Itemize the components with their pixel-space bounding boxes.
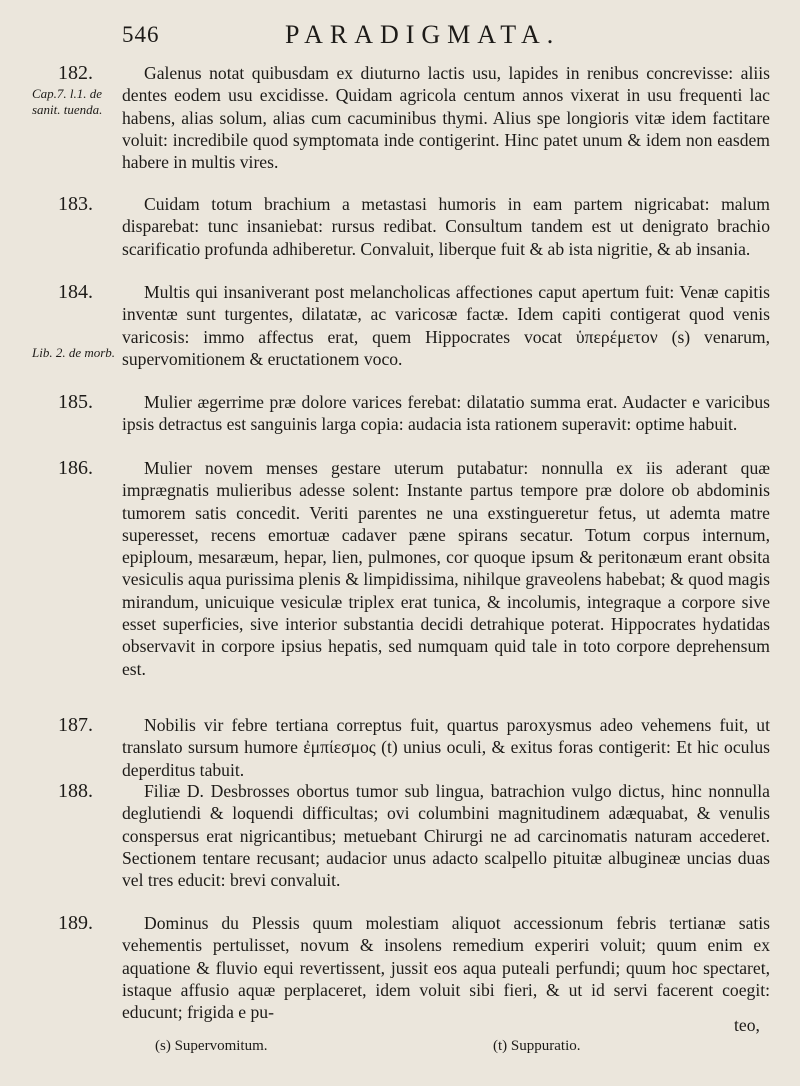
margin-note: Cap.7. l.1. de sanit. tuenda. (32, 86, 103, 117)
footnote-s: (s) Supervomitum. (155, 1038, 268, 1054)
entry-number: 184. (58, 281, 93, 303)
catchword: teo, (734, 1015, 760, 1035)
entry-number: 182. (58, 62, 93, 84)
entry-text: Mulier novem menses gestare uterum putabatur: nonnulla ex iis aderant quæ imprægnatis mulieribus adesse solent: Instante partus tempore præ dolore ob abdominis tumorem satis concedit. Veriti parentes ne una exstingueretur fetus, ut ademta matre superesset, recens emortuæ cadaver pæne spirans secatur. Totum corpus internum, epiploum, mesaræum, hepar, lien, pulmones, cor quoque ipsum & peritonæum erant obsita vesiculis aqua purissima plenis & limpidissima, nihilque graveolens habebat; & quod magis mirandum, unicuique vesiculæ triplex erat tunica, & incolumis, integraque a corpore sive esset superficies, sive interior substantia decidi detrahique poterat. Hippocrates hydatidas observavit in corpore ipsius hepatis, sed numquam quid tale in toto corpore deprehensum est. (122, 458, 770, 679)
entry-text: Mulier ægerrime præ dolore varices ferebat: dilatatio summa erat. Audacter e varicibus ipsis detractus est sanguinis larga copia: audacia ista rationem superavit: optime habuit. (122, 392, 770, 435)
margin-note: Lib. 2. de morb. (32, 345, 116, 360)
entry-text: Galenus notat quibusdam ex diuturno lactis usu, lapides in renibus concrevisse: aliis dentes eodem usu excidisse. Quidam agricola centum annos vixerat in usu frequenti lac habens, alias solum, alias cum cacuminibus thymi. Alius spe longioris vitæ idem factitare voluit: incredibile quod symptomata inde contigerint. Hinc patet unum & idem non easdem habere in multis vires. (122, 63, 770, 173)
running-title: PARADIGMATA. (285, 20, 561, 49)
footnote-t: (t) Suppuratio. (493, 1038, 581, 1054)
entry-number: 188. (58, 780, 93, 802)
entry-text: Filiæ D. Desbrosses obortus tumor sub lingua, batrachion vulgo dictus, hinc nonnulla deglutiendi & loquendi difficultas; ovi columbini magnitudinem adæquabat, & venulis conspersus erat nigricantibus; metuebant Chirurgi ne ad carcinomatis naturam accederet. Sectionem tentare recusant; audacior unus adacto scalpello pituitæ albugineæ uncias duas vel tres educit: brevi convaluit. (122, 781, 770, 891)
entry-text: Cuidam totum brachium a metastasi humoris in eam partem nigricabat: malum disparebat: tunc insaniebat: rursus redibat. Consultum tandem est ut denigrato brachio scarificatio profunda adhiberetur. Convaluit, liberque fuit & ab ista nigritie, & ab insania. (122, 194, 770, 259)
entry-text: Nobilis vir febre tertiana correptus fuit, quartus paroxysmus adeo vehemens fuit, ut translato sursum humore ἐμπίεσμος (t) unius oculi, & exitus foras contigerit: Et hic oculus deperditus tabuit. (122, 715, 770, 780)
entry-text: Multis qui insaniverant post melancholicas affectiones caput apertum fuit: Venæ capitis inventæ sunt turgentes, dilatatæ, ac varicosæ factæ. Idem capiti contigerat quod venis varicosis: immo affectus erat, quem Hippocrates vocat ὑπερέμετον (s) venarum, supervomitionem & eructationem voco. (122, 282, 770, 369)
entry-number: 185. (58, 391, 93, 413)
page-number: 546 (122, 22, 160, 47)
entry-number: 186. (58, 457, 93, 479)
entry-text: Dominus du Plessis quum molestiam aliquot accessionum febris tertianæ satis vehementis pertulisset, novum & insolens remedium experiri voluit; quum enim ex aquatione & fluvio equi revertissent, jussit eos aqua puteali perfundi; quum hoc spectaret, istaque affusio aquæ perplaceret, idem voluit sibi fieri, & ut id servi facerent coegit: educunt; frigida e pu- (122, 913, 770, 1023)
entry-number: 187. (58, 714, 93, 736)
entry-number: 183. (58, 193, 93, 215)
entry-number: 189. (58, 912, 93, 934)
